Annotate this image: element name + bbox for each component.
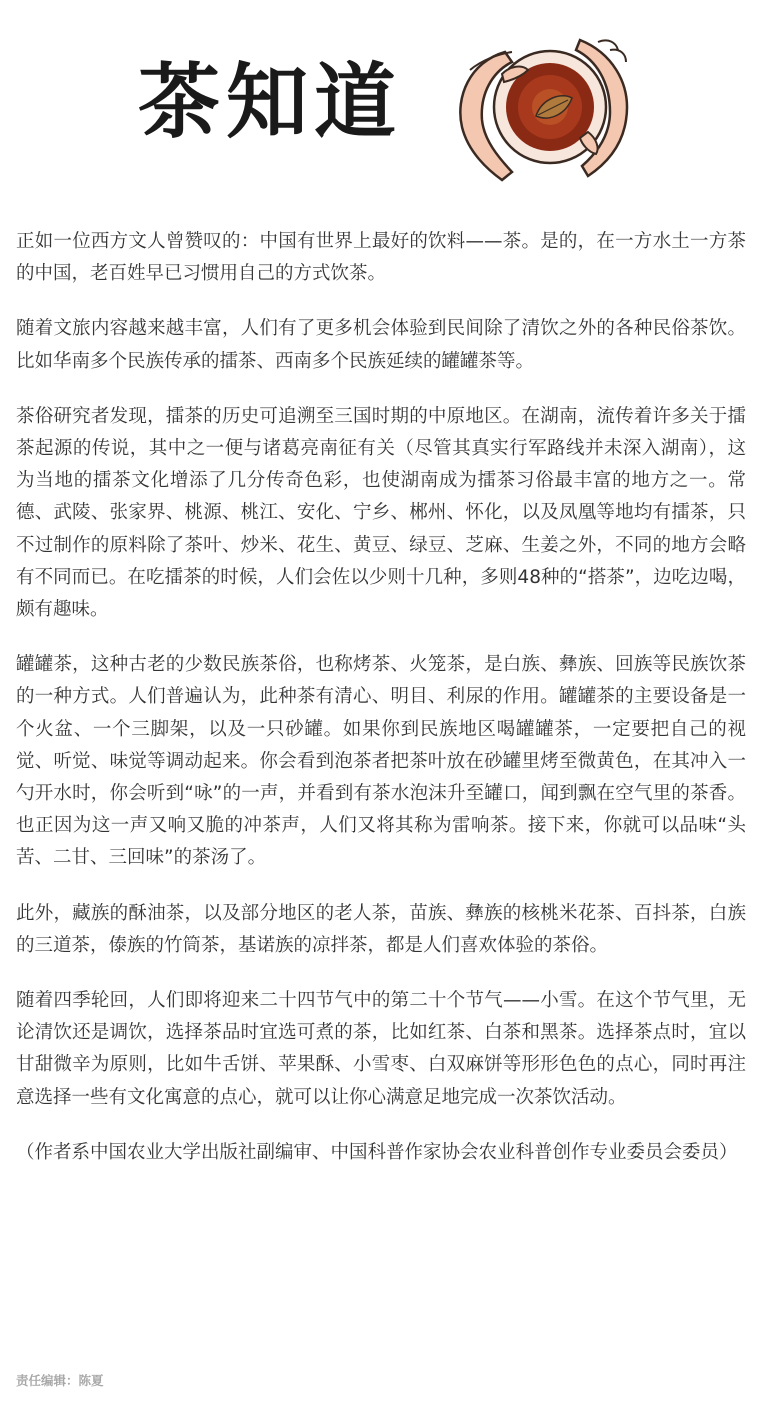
banner-svg <box>110 12 650 202</box>
tea-cup-hands-icon <box>460 40 627 180</box>
paragraph-4: 罐罐茶，这种古老的少数民族茶俗，也称烤茶、火笼茶，是白族、彝族、回族等民族饮茶的一种方式。人们普遍认为，此种茶有清心、明目、利尿的作用。罐罐茶的主要设备是一个火盆、一个三脚架，以及一只砂罐。如果你到民族地区喝罐罐茶，一定要把自己的视觉、听觉、味觉等调动起来。你会看到泡茶者把茶叶放在砂罐里烤至微黄色，在其冲入一勺开水时，你会听到“咏”的一声，并看到有茶水泡沫升至罐口，闻到飘在空气里的茶香。也正因为这一声又响又脆的冲茶声，人们又将其称为雷响茶。接下来，你就可以品味“头苦、二甘、三回味”的茶汤了。 <box>16 654 746 869</box>
banner-title: 茶知道 <box>138 54 403 150</box>
editor-byline: 责任编辑：陈夏 <box>16 1373 104 1388</box>
paragraph-2: 随着文旅内容越来越丰富，人们有了更多机会体验到民间除了清饮之外的各种民俗茶饮。比如华南多个民族传承的擂茶、西南多个民族延续的罐罐茶等。 <box>16 318 746 372</box>
paragraph-1: 正如一位西方文人曾赞叹的：中国有世界上最好的饮料——茶。是的，在一方水土一方茶的中国，老百姓早已习惯用自己的方式饮茶。 <box>16 231 746 285</box>
banner-illustration <box>110 12 650 202</box>
article-body <box>16 226 746 1192</box>
paragraph-3: 茶俗研究者发现，擂茶的历史可追溯至三国时期的中原地区。在湖南，流传着许多关于擂茶起源的传说，其中之一便与诸葛亮南征有关（尽管其真实行军路线并未深入湖南），这为当地的擂茶文化增添了几分传奇色彩，也使湖南成为擂茶习俗最丰富的地方之一。常德、武陵、张家界、桃源、桃江、安化、宁乡、郴州、怀化，以及凤凰等地均有擂茶，只不过制作的原料除了茶叶、炒米、花生、黄豆、绿豆、芝麻、生姜之外，不同的地方会略有不同而已。在吃擂茶的时候，人们会佐以少则十几种，多则48种的“搭茶”，边吃边喝，颇有趣味。 <box>16 405 746 621</box>
paragraph-6: 随着四季轮回，人们即将迎来二十四节气中的第二十个节气——小雪。在这个节气里，无论清饮还是调饮，选择茶品时宜选可煮的茶，比如红茶、白茶和黑茶。选择茶点时，宜以甘甜微辛为原则，比如牛舌饼、苹果酥、小雪枣、白双麻饼等形形色色的点心，同时再注意选择一些有文化寓意的点心，就可以让你心满意足地完成一次茶饮活动。 <box>16 990 746 1108</box>
paragraph-5: 此外，藏族的酥油茶，以及部分地区的老人茶，苗族、彝族的核桃米花茶、百抖茶，白族的三道茶，傣族的竹筒茶，基诺族的凉拌茶，都是人们喜欢体验的茶俗。 <box>16 902 746 956</box>
author-note: （作者系中国农业大学出版社副编审、中国科普作家协会农业科普创作专业委员会委员） <box>16 1141 738 1163</box>
